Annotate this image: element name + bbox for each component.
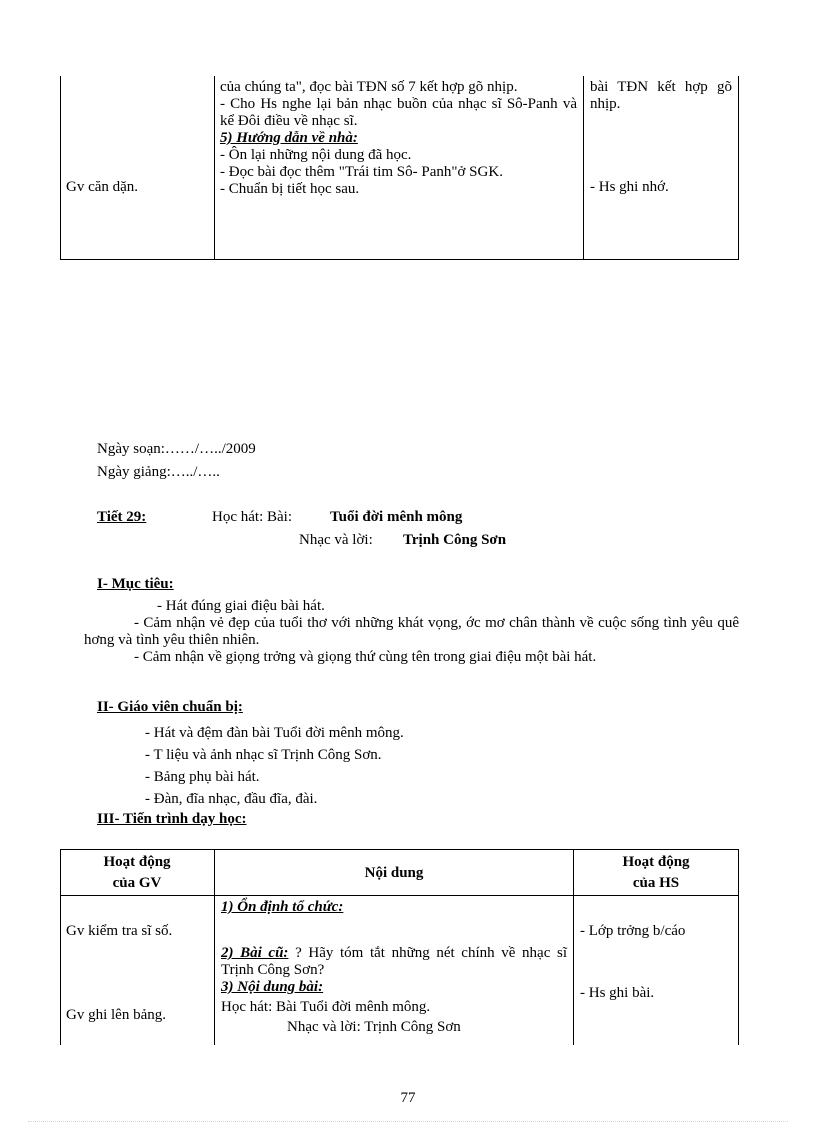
step-text: ? Hãy tóm tắt những nét chính về nhạc sĩ Trịnh Công Sơn? <box>221 945 567 978</box>
section-1-title: I- Mục tiêu: <box>97 576 174 592</box>
section-1-body <box>84 598 739 666</box>
header-hs <box>574 854 738 892</box>
ngay-soan: Ngày soạn:……/…../2009 <box>97 441 256 457</box>
top-content <box>220 79 577 198</box>
author-label: Nhạc và lời: <box>299 532 373 548</box>
step-heading: 3) Nội dung bài: <box>221 979 324 995</box>
content-line: - Ôn lại những nội dung đã học. <box>220 147 412 163</box>
list-item: - Hát đúng giai điệu bài hát. <box>157 598 325 614</box>
header-hs-line1: Hoạt động <box>622 854 690 870</box>
tiet-label: Tiết 29: <box>97 509 147 525</box>
content-line: của chúng ta", đọc bài TĐN số 7 kết hợp gõ nhịp. <box>220 79 518 95</box>
header-content: Nội dung <box>364 865 424 881</box>
hs-row-1: - Lớp trởng b/cáo <box>580 923 686 939</box>
list-item: - Cảm nhận vẻ đẹp của tuổi thơ với những khát vọng, ớc mơ chân thành về cuộc sống tình yêu quê hơng và tình yêu thiên nhiên. <box>84 615 739 648</box>
step-heading: 1) Ổn định tổ chức: <box>221 899 344 915</box>
header-gv <box>60 854 214 892</box>
content-line: Học hát: Bài Tuổi đời mênh mông. <box>221 999 431 1015</box>
section-2-body <box>97 721 739 811</box>
content-line <box>221 945 567 979</box>
hs-note-2: - Hs ghi nhớ. <box>590 179 669 195</box>
bottom-table <box>60 849 740 1045</box>
hs-row-2: - Hs ghi bài. <box>580 985 655 1001</box>
header-gv-line2: của GV <box>112 875 162 891</box>
bottom-content <box>221 899 567 1036</box>
list-item: - Hát và đệm đàn bài Tuổi đời mênh mông. <box>145 725 404 741</box>
hs-note-1: bài TĐN kết hợp gõ nhịp. <box>590 79 732 112</box>
hoc-hat-label: Học hát: Bài: <box>212 509 292 525</box>
author-name: Trịnh Công Sơn <box>403 532 507 548</box>
song-title: Tuổi đời mênh mông <box>330 509 463 525</box>
list-item: - Đàn, đĩa nhạc, đầu đĩa, đài. <box>145 791 318 807</box>
content-line: - Đọc bài đọc thêm "Trái tim Sô- Panh"ở SGK. <box>220 164 503 180</box>
gv-row-1: Gv kiểm tra sĩ số. <box>66 923 173 939</box>
gv-row-2: Gv ghi lên bảng. <box>66 1007 166 1023</box>
page-number: 77 <box>400 1090 416 1106</box>
footer-divider <box>28 1121 788 1122</box>
gv-note: Gv căn dặn. <box>66 179 139 195</box>
section-2-title: II- Giáo viên chuẩn bị: <box>97 699 243 715</box>
step-heading: 5) Hướng dẫn về nhà: <box>220 130 358 146</box>
step-heading: 2) Bài cũ: <box>221 945 289 961</box>
content-line: Nhạc và lời: Trịnh Công Sơn <box>287 1019 461 1035</box>
list-item: - T liệu và ảnh nhạc sĩ Trịnh Công Sơn. <box>145 747 382 763</box>
content-line: - Chuẩn bị tiết học sau. <box>220 181 360 197</box>
header-hs-line2: của HS <box>632 875 680 891</box>
list-item: - Cảm nhận về giọng trởng và giọng thứ cùng tên trong giai điệu một bài hát. <box>134 649 597 665</box>
content-line: - Cho Hs nghe lại bản nhạc buồn của nhạc sĩ Sô-Panh và kể Đôi điều về nhạc sĩ. <box>220 96 577 129</box>
section-3-title: III- Tiến trình dạy học: <box>97 811 247 827</box>
list-item: - Bảng phụ bài hát. <box>145 769 260 785</box>
header-gv-line1: Hoạt động <box>103 854 171 870</box>
ngay-giang: Ngày giảng:…../….. <box>97 464 220 480</box>
top-table <box>60 76 740 260</box>
